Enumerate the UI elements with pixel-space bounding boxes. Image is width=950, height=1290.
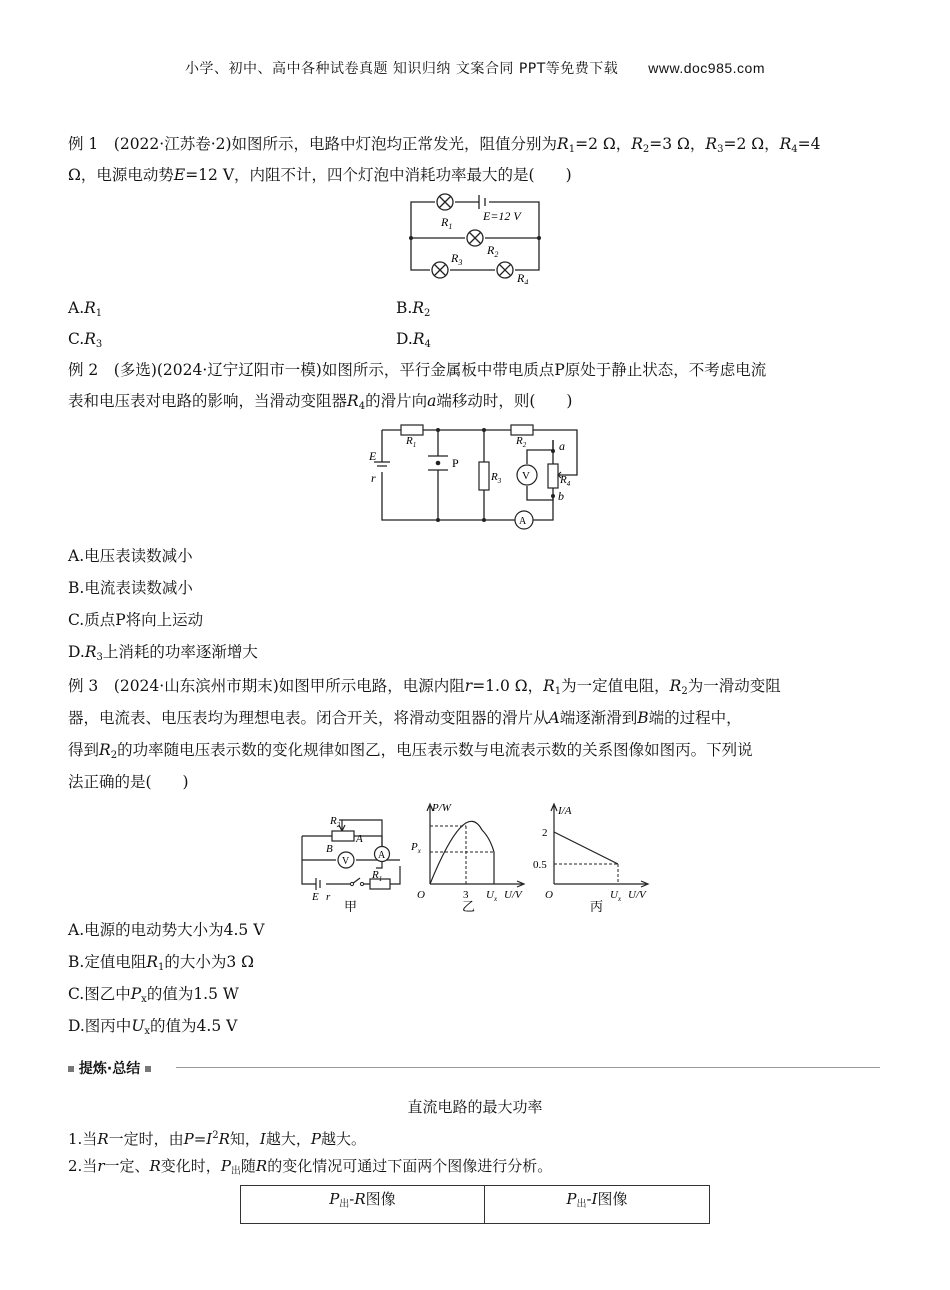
svg-text:U/V: U/V (504, 889, 522, 901)
svg-text:2: 2 (542, 827, 548, 839)
svg-text:B: B (326, 843, 333, 855)
q3-option-a[interactable]: A.电源的电动势大小为4.5 V (68, 921, 265, 939)
q3-option-b[interactable]: B.定值电阻$R_1$的大小为3 Ω (68, 953, 255, 973)
svg-text:E: E (369, 449, 377, 463)
label-bing: 丙 (590, 899, 604, 912)
svg-text:3: 3 (463, 889, 469, 901)
q3-line2: 器，电流表、电压表均为理想电表。闭合开关，将滑动变阻器的滑片从A端逐渐滑到B端的过程中， (68, 709, 742, 727)
summary-line1: 1.当R一定时，由$P=I^2R$知，I越大，P越大。 (68, 1130, 366, 1148)
svg-text:A: A (519, 516, 527, 527)
svg-text:E: E (312, 891, 319, 903)
q2-line1: 例 2 (多选)(2024·辽宁辽阳市一模)如图所示，平行金属板中带电质点P原处于静止状态，不考虑电流 (68, 361, 767, 379)
svg-text:Ux: $U_x$ (486, 889, 498, 903)
summary-line2: 2.当r一定、R变化时，$P_出$随R的变化情况可通过下面两个图像进行分析。 (68, 1157, 553, 1177)
svg-text:O: O (545, 889, 553, 901)
svg-text:R4: $R_4$ (560, 474, 571, 488)
svg-text:R2: $R_2$ (330, 815, 341, 829)
q3-line3: 得到$R_2$的功率随电压表示数的变化规律如图乙，电压表示数与电流表示数的关系图像如图丙。下列说 (68, 741, 753, 761)
svg-text:a: a (559, 439, 565, 453)
q3-option-c[interactable]: C.图乙中$P_x$的值为1.5 W (68, 985, 239, 1005)
square-icon (145, 1066, 151, 1072)
label-yi: 乙 (462, 899, 476, 912)
summary-table (240, 1185, 710, 1224)
svg-text:R1: $R_1$ (441, 215, 453, 231)
svg-text:R4: $R_4$ (517, 271, 529, 284)
q1-option-b[interactable]: $B.R_2$ (396, 299, 431, 319)
svg-text:R3: $R_3$ (491, 471, 502, 485)
q2-option-b[interactable]: B.电流表读数减小 (68, 579, 193, 597)
emf-label: E=12 V (483, 209, 521, 223)
q2-option-a[interactable]: A.电压表读数减小 (68, 547, 193, 565)
summary-title: 直流电路的最大功率 (407, 1098, 543, 1116)
q2-option-d[interactable]: $D.R_3$上消耗的功率逐渐增大 (68, 643, 258, 663)
svg-text:r: r (326, 891, 331, 903)
q1-line2: Ω，电源电动势E=12 V，内阻不计，四个灯泡中消耗功率最大的是( ) (68, 166, 572, 184)
q3-line4: 法正确的是( ) (68, 773, 189, 791)
svg-text:R1: $R_1$ (406, 435, 417, 449)
svg-text:V: V (342, 856, 350, 867)
svg-text:A: A (356, 833, 363, 845)
q3-option-d[interactable]: D.图丙中$U_x$的值为4.5 V (68, 1017, 238, 1037)
table-row (241, 1186, 710, 1224)
q2-circuit-figure (365, 420, 585, 532)
svg-text:R1: $R_1$ (372, 869, 383, 883)
q1-line1: 例 1 (2022·江苏卷·2)如图所示，电路中灯泡均正常发光，阻值分别为$R_1=2$ Ω，$R_2=3$ Ω，$R_3=2$ Ω，$R_4=4$ (68, 135, 821, 155)
svg-text:Px: $P_x$ (411, 841, 421, 855)
q1-circuit-figure (405, 192, 545, 284)
table-cell: $P_出-I$图像 (484, 1186, 709, 1224)
q3-line1: 例 3 (2024·山东滨州市期末)如图甲所示电路，电源内阻r=1.0 Ω，$R_1$为一定值电阻，$R_2$为一滑动变阻 (68, 677, 781, 697)
table-cell: $P_出-R$图像 (241, 1186, 485, 1224)
divider (176, 1067, 880, 1068)
header-url[interactable]: www.doc985.com (648, 60, 765, 76)
page-header (0, 58, 950, 78)
q3-graph-bing (532, 800, 656, 912)
svg-text:Ux: $U_x$ (610, 889, 622, 903)
label-jia: 甲 (344, 899, 358, 912)
svg-text:V: V (522, 470, 530, 482)
q3-graph-yi (410, 800, 530, 912)
svg-text:0.5: 0.5 (533, 859, 547, 871)
summary-section-header: 提炼·总结 (68, 1058, 880, 1078)
q1-option-d[interactable]: $D.R_4$ (396, 330, 431, 350)
svg-text:A: A (378, 850, 386, 861)
header-text: 小学、初中、高中各种试卷真题 知识归纳 文案合同 PPT等免费下载 (184, 61, 619, 77)
svg-text:P/W: P/W (432, 802, 451, 814)
q2-line2: 表和电压表对电路的影响，当滑动变阻器$R_4$的滑片向a端移动时，则( ) (68, 392, 573, 412)
svg-text:b: b (558, 489, 564, 503)
svg-text:R3: $R_3$ (451, 251, 463, 267)
q2-option-c[interactable]: C.质点P将向上运动 (68, 611, 204, 629)
svg-text:I/A: I/A (558, 805, 572, 817)
svg-text:U/V: U/V (628, 889, 646, 901)
svg-text:R2: $R_2$ (487, 243, 499, 259)
svg-text:O: O (417, 889, 425, 901)
square-icon (68, 1066, 74, 1072)
q3-circuit-jia (292, 808, 408, 912)
svg-text:R2: $R_2$ (516, 435, 527, 449)
svg-text:P: P (452, 456, 459, 470)
q1-option-a[interactable]: $A.R_1$ (68, 299, 103, 319)
svg-text:r: r (371, 471, 376, 485)
q1-option-c[interactable]: $C.R_3$ (68, 330, 103, 350)
